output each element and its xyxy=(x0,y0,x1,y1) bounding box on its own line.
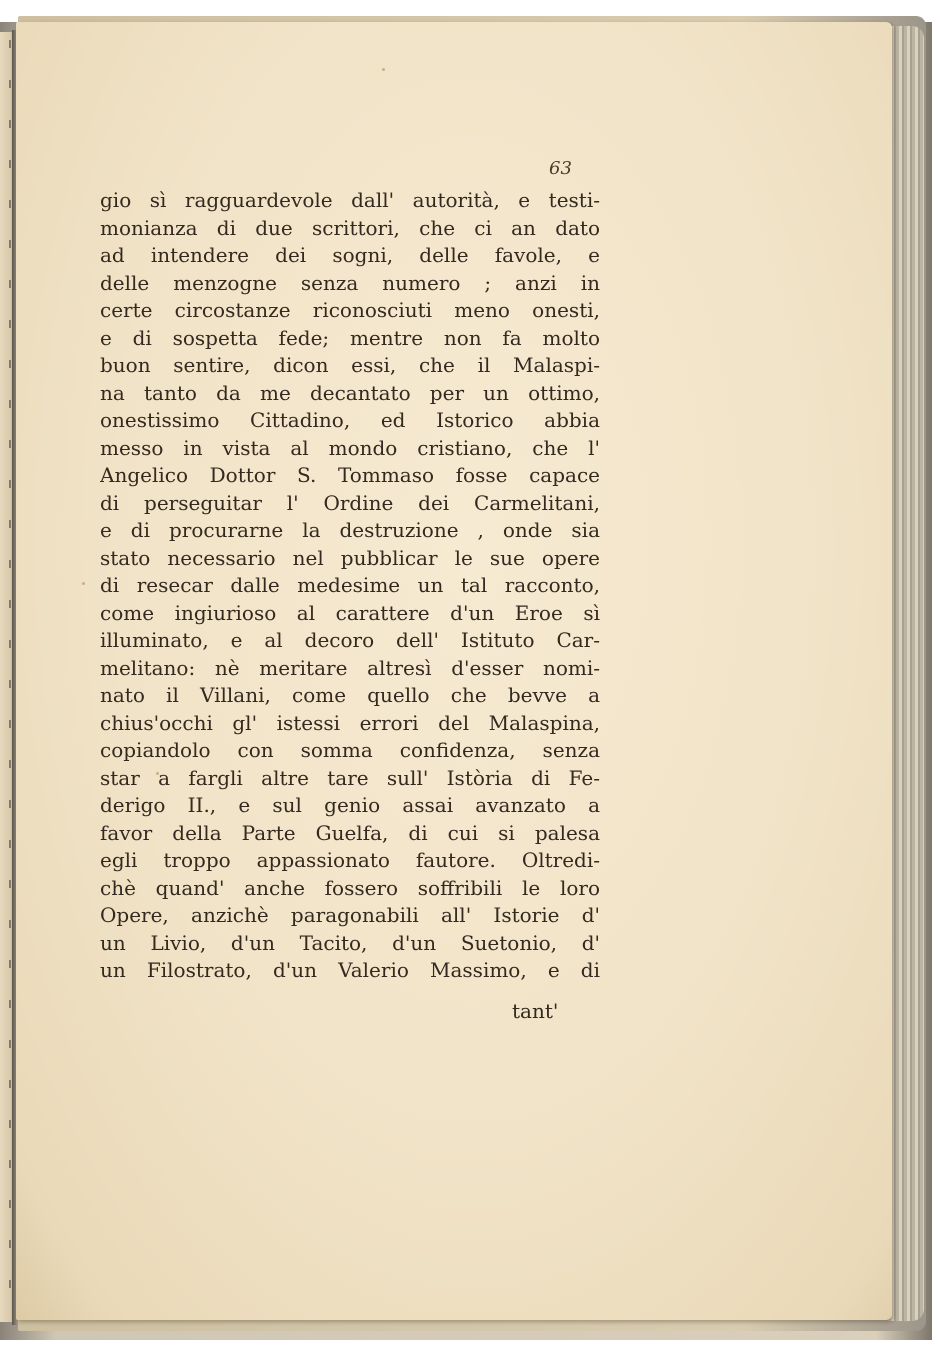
text-line: buon sentire, dicon essi, che il Malaspi- xyxy=(100,353,600,377)
text-line: derigo II., e sul genio assai avanzato a xyxy=(100,793,600,817)
text-line: favor della Parte Guelfa, di cui si palesa xyxy=(100,820,600,845)
text-line: nato il Villani, come quello che bevve a xyxy=(100,683,600,707)
text-line: un Livio, d'un Tacito, d'un Suetonio, d' xyxy=(100,930,600,955)
page-edges xyxy=(888,26,924,1321)
text-line: delle menzogne senza numero ; anzi in xyxy=(100,270,600,295)
text-line: chè quand' anche fossero soffribili le loro xyxy=(100,875,600,900)
text-line: onestissimo Cittadino, ed Istorico abbia xyxy=(100,408,600,432)
text-line: ad intendere dei sogni, delle favole, e xyxy=(100,243,600,267)
text-line: gio sì ragguardevole dall' autorità, e testi- xyxy=(100,188,600,212)
text-line: monianza di due scrittori, che ci an dato xyxy=(100,215,600,240)
text-line: di perseguitar l' Ordine dei Carmelitani, xyxy=(100,490,600,515)
text-line: copiandolo con somma confidenza, senza xyxy=(100,738,600,762)
foxing-spot xyxy=(382,68,385,71)
text-line: illuminato, e al decoro dell' Istituto Car- xyxy=(100,628,600,652)
text-line: di resecar dalle medesime un tal racconto, xyxy=(100,573,600,597)
text-line: messo in vista al mondo cristiano, che l' xyxy=(100,435,600,460)
text-line: Angelico Dottor S. Tommaso fosse capace xyxy=(100,463,600,487)
text-line: melitano: nè meritare altresì d'esser nomi- xyxy=(100,655,600,680)
text-line: chius'occhi gl' istessi errori del Malaspina, xyxy=(100,710,600,735)
text-line: come ingiurioso al carattere d'un Eroe sì xyxy=(100,600,600,625)
catchword: tant' xyxy=(512,999,559,1023)
text-line: egli troppo appassionato fautore. Oltredi- xyxy=(100,848,600,872)
text-line: certe circostanze riconosciuti meno onesti, xyxy=(100,298,600,322)
text-line: stato necessario nel pubblicar le sue opere xyxy=(100,545,600,570)
text-line: Opere, anzichè paragonabili all' Istorie d' xyxy=(100,903,600,927)
text-line: e di procurarne la destruzione , onde sia xyxy=(100,518,600,542)
text-line: star a fargli altre tare sull' Istòria di Fe- xyxy=(100,765,600,790)
text-line: un Filostrato, d'un Valerio Massimo, e di xyxy=(100,958,600,982)
foxing-spot xyxy=(82,582,85,585)
text-line: e di sospetta fede; mentre non fa molto xyxy=(100,325,600,350)
text-line: na tanto da me decantato per un ottimo, xyxy=(100,380,600,405)
body-text xyxy=(100,187,600,985)
binding-stitches xyxy=(9,40,11,1310)
page-number: 63 xyxy=(549,158,572,179)
